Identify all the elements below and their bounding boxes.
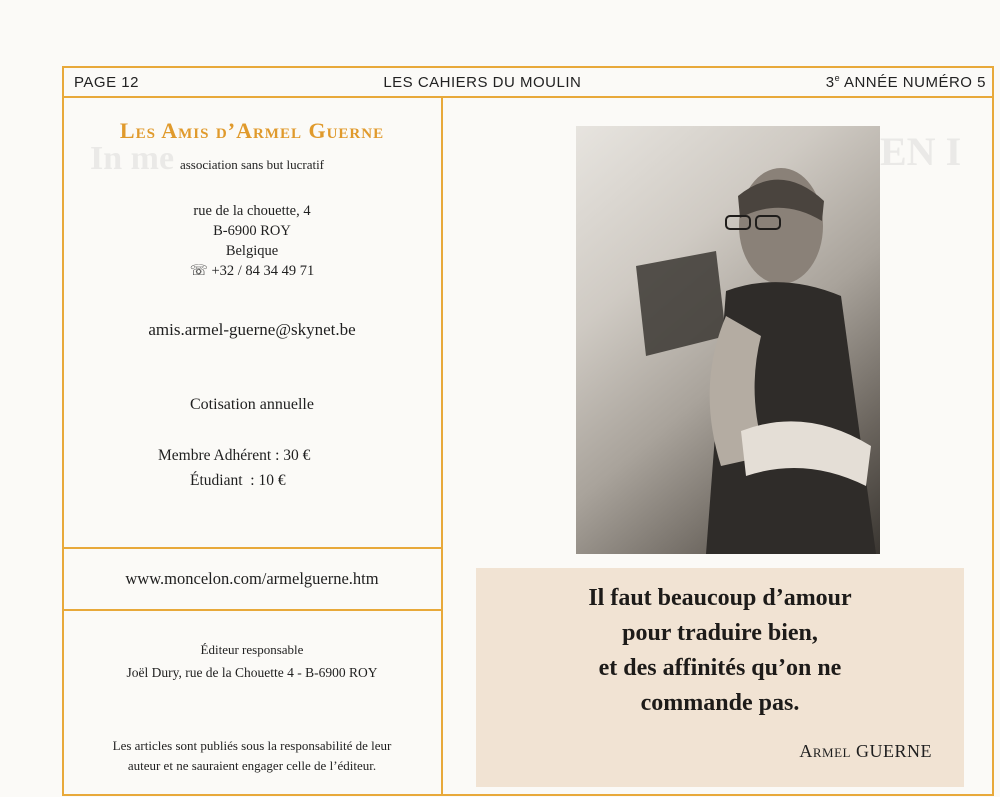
- quote-author: Armel GUERNE: [799, 741, 932, 761]
- address-street: rue de la chouette, 4: [193, 203, 311, 219]
- disclaimer: [62, 736, 442, 776]
- quote-line-4: commande pas.: [640, 690, 800, 716]
- portrait-illustration: [576, 126, 880, 554]
- disclaimer-line-1: Les articles sont publiés sous la responsabilité de leur: [112, 738, 392, 753]
- cotisation-title: Cotisation annuelle: [190, 396, 314, 413]
- quote-line-1: Il faut beaucoup d’amour: [588, 585, 852, 611]
- issue-ordinal-suffix: e: [834, 73, 841, 83]
- issue-rest: ANNÉE NUMÉRO 5: [840, 74, 986, 91]
- fee-student: Étudiant : 10 €: [190, 472, 286, 489]
- editor-title: Éditeur responsable: [200, 642, 304, 657]
- address-postcode: B-6900 ROY: [213, 223, 291, 239]
- issue-label: [826, 73, 994, 91]
- phone-number: ☏ +32 / 84 34 49 71: [189, 263, 315, 279]
- website-link[interactable]: www.moncelon.com/armelguerne.htm: [125, 569, 379, 588]
- frame-right: [992, 66, 994, 796]
- bleed-through-heading-2: In me: [90, 140, 175, 177]
- address-country: Belgique: [225, 243, 279, 259]
- portrait-photo: [576, 126, 880, 554]
- quote-line-3: et des affinités qu’on ne: [598, 655, 842, 681]
- page-number: PAGE 12: [74, 73, 139, 91]
- fee-member: Membre Adhérent : 30 €: [158, 447, 311, 464]
- email-address[interactable]: amis.armel-guerne@skynet.be: [148, 320, 356, 339]
- quote-line-2: pour traduire bien,: [622, 620, 818, 646]
- header-rule: [62, 96, 994, 98]
- issue-ordinal: 3: [825, 74, 835, 91]
- frame-bottom: [62, 794, 994, 796]
- association-title: Les Amis d’Armel Guerne: [119, 118, 385, 143]
- page-header: [62, 68, 994, 96]
- editor-details: Joël Dury, rue de la Chouette 4 - B-6900 ROY: [126, 665, 378, 680]
- fee-list: [158, 443, 310, 493]
- association-subtitle: association sans but lucratif: [179, 157, 325, 172]
- publication-title: LES CAHIERS DU MOULIN: [383, 73, 582, 91]
- quote-text: [476, 581, 964, 721]
- disclaimer-line-2: auteur et ne sauraient engager celle de l’éditeur.: [127, 758, 377, 773]
- frame-left: [62, 66, 64, 796]
- website-rule-bottom: [62, 609, 443, 611]
- postal-address: [62, 201, 442, 281]
- bleed-through-heading: EN I: [880, 129, 962, 174]
